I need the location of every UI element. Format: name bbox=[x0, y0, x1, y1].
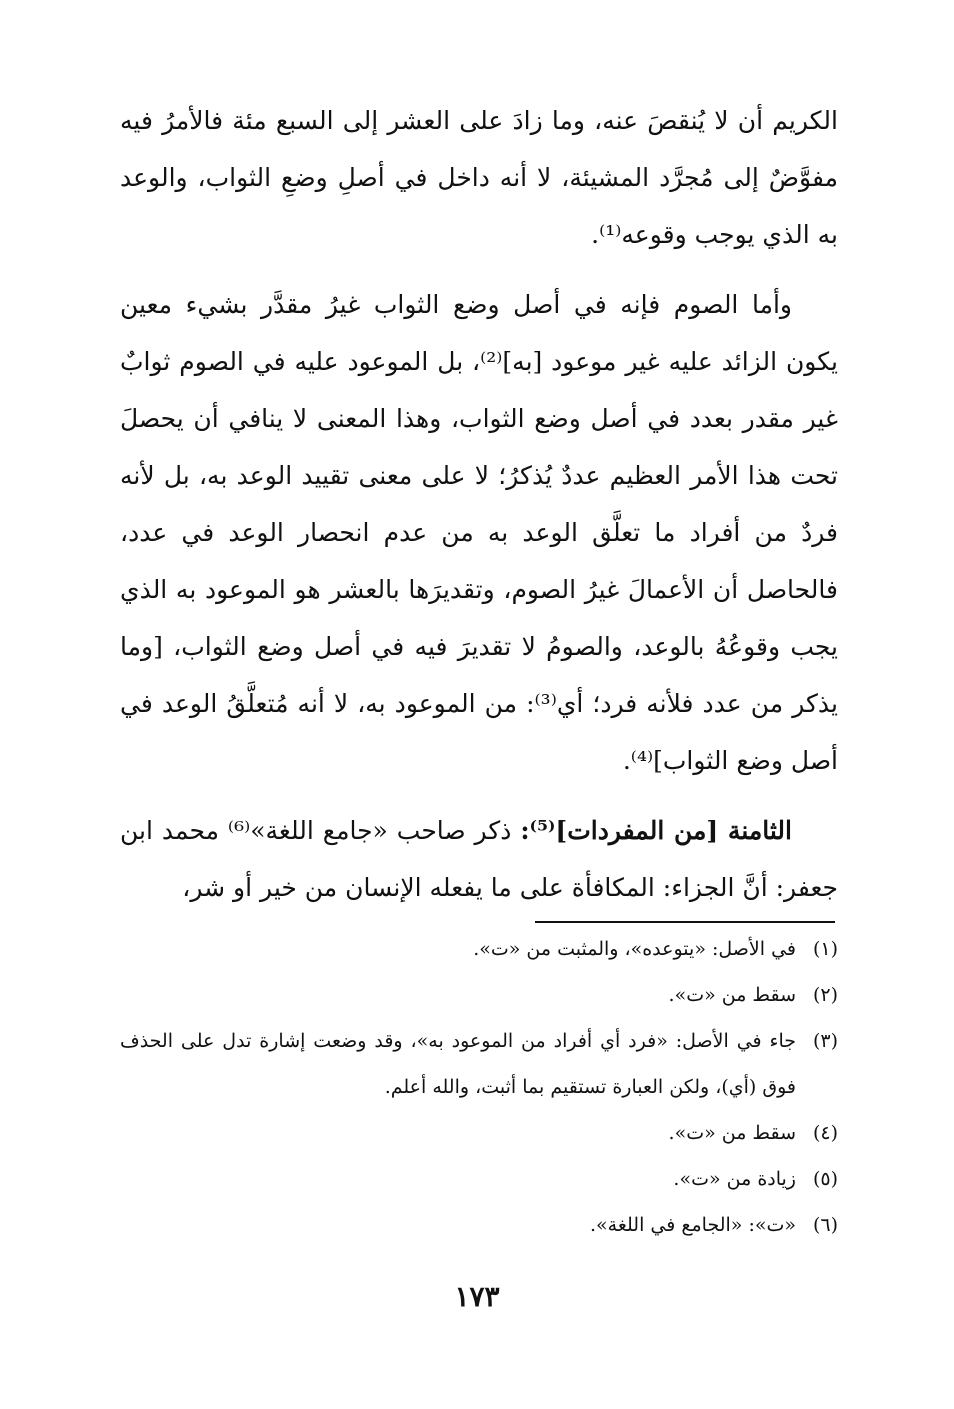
footnote-1 bbox=[120, 926, 838, 972]
footnote-text: في الأصل: «يتوعده»، والمثبت من «ت». bbox=[473, 938, 796, 960]
paragraph-2: وأما الصوم فإنه في أصل وضع الثواب غيرُ مقدَّر بشيء معين يكون الزائد عليه غير موعود [به]⁽²⁾، بل الموعود عليه في الصوم ثوابٌ غير مقدر بعدد في أصل وضع الثواب، وهذا المعنى لا ينافي أن يحصلَ تحت هذا الأمر العظيم عددٌ يُذكرُ؛ لا على معنى تقييد الوعد به، بل لأنه فردٌ من أفراد ما تعلَّق الوعد به من عدم انحصار الوعد في عدد، فالحاصل أن الأعمالَ غيرُ الصوم، وتقديرَها بالعشر هو الموعود به الذي يجب وقوعُهُ بالوعد، والصومُ لا تقديرَ فيه في أصل وضع الثواب، [وما يذكر من عدد فلأنه فرد؛ أي⁽³⁾: من الموعود به، لا أنه مُتعلَّقُ الوعد في أصل وضع الثواب]⁽⁴⁾. bbox=[120, 290, 839, 775]
footnote-text: «ت»: «الجامع في اللغة». bbox=[590, 1214, 796, 1236]
footnote-text: سقط من «ت». bbox=[668, 984, 796, 1006]
footnote-6 bbox=[120, 1202, 838, 1248]
paragraph-3-text: ذكر صاحب «جامع اللغة»⁽⁶⁾ محمد ابن جعفر: أنَّ الجزاء: المكافأة على ما يفعله الإنسان من خير أو شر، bbox=[120, 816, 838, 902]
footnote-number: (٢) bbox=[812, 984, 838, 1006]
footnote-number: (٥) bbox=[812, 1168, 838, 1190]
footnote-5 bbox=[120, 1156, 838, 1202]
footnote-number: (٦) bbox=[812, 1214, 838, 1236]
footnote-text: سقط من «ت». bbox=[668, 1122, 796, 1144]
footnote-number: (١) bbox=[812, 938, 838, 960]
footnote-number: (٣) bbox=[812, 1030, 838, 1052]
footnote-4 bbox=[120, 1110, 838, 1156]
footnote-3 bbox=[120, 1018, 838, 1110]
footnote-number: (٤) bbox=[812, 1122, 838, 1144]
paragraph-1: الكريم أن لا يُنقصَ عنه، وما زادَ على العشر إلى السبع مئة فالأمرُ فيه مفوَّضٌ إلى مُجرَّد المشيئة، لا أنه داخل في أصلِ وضعِ الثواب، والوعد به الذي يوجب وقوعه⁽¹⁾. bbox=[120, 106, 838, 249]
footnotes bbox=[120, 926, 838, 1248]
section-heading-eighth: الثامنة [من المفردات]⁽⁵⁾: bbox=[520, 816, 792, 845]
footnote-separator bbox=[535, 921, 835, 923]
paragraph-3 bbox=[120, 802, 838, 916]
footnote-2 bbox=[120, 972, 838, 1018]
page-number: ١٧٣ bbox=[454, 1280, 500, 1313]
footnote-text: زيادة من «ت». bbox=[673, 1168, 796, 1190]
footnote-text: جاء في الأصل: «فرد أي أفراد من الموعود به»، وقد وضعت إشارة تدل على الحذف فوق (أي)، ولكن العبارة تستقيم بما أثبت، والله أعلم. bbox=[120, 1030, 796, 1098]
main-text bbox=[120, 92, 838, 929]
